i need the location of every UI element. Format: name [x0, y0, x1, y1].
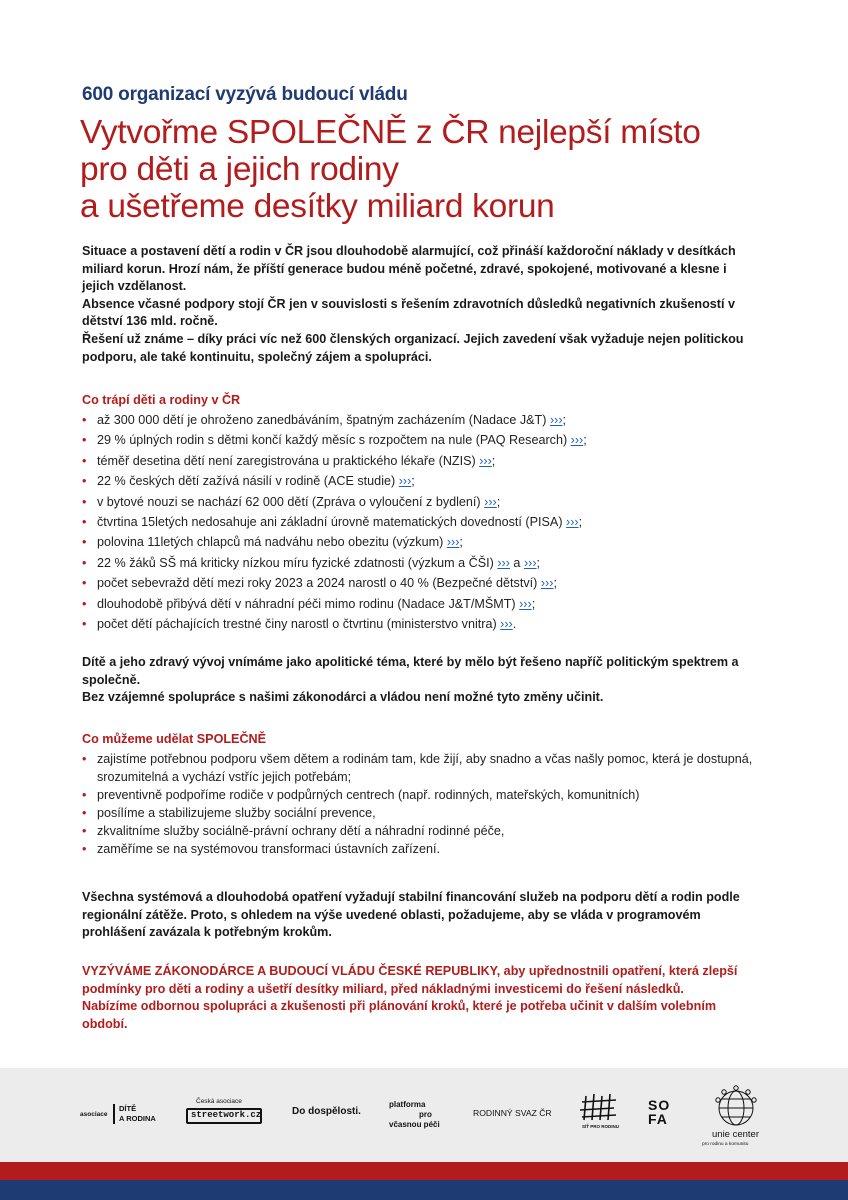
bullet-icon: • — [82, 474, 87, 489]
bullet-icon: • — [82, 494, 87, 509]
logo-do-dospelosti[interactable]: Do dospělosti. — [292, 1106, 361, 1117]
bullet-icon: • — [82, 752, 87, 766]
logo-streetwork-main: streetwork.cz — [191, 1110, 262, 1120]
logo-divider — [113, 1104, 115, 1124]
bullet-icon: • — [82, 805, 87, 820]
source-link[interactable]: ››› — [479, 453, 492, 468]
callout-paragraph: VYZÝVÁME ZÁKONODÁRCE A BUDOUCÍ VLÁDU ČESKÉ REPUBLIKY, aby upřednostnili opatření, která zlepší podmínky pro děti a rodiny a ušetří desítky miliard, před nákladnými investicemi do řešení následků. — [82, 964, 738, 996]
problem-text: polovina 11letých chlapců má nadváhu nebo obezitu (výzkum) — [97, 535, 444, 550]
problem-item — [82, 553, 772, 573]
logo-sit-pro-rodinu[interactable] — [578, 1092, 622, 1134]
problem-text: až 300 000 dětí je ohroženo zanedbáváním, špatným zacházením (Nadace J&T) — [97, 413, 547, 427]
brand-stripe-blue — [0, 1180, 848, 1200]
action-item — [82, 751, 772, 787]
source-link[interactable]: ››› — [446, 535, 460, 550]
action-item — [82, 841, 772, 859]
sit-network-icon — [578, 1092, 622, 1122]
apolitical-paragraph: Dítě a jeho zdravý vývoj vnímáme jako apolitické téma, které by mělo být řešeno napříč politickým spektrem a společně. — [82, 655, 739, 687]
action-text: zajistíme potřebnou podporu všem dětem a rodinám tam, kde žijí, aby snadno a včas našly pomoc, která je dostupná, srozumitelná a vychází vstříc jejich potřebám; — [97, 752, 753, 784]
logo-unie-main: unie center — [712, 1129, 760, 1140]
bullet-icon: • — [82, 555, 87, 570]
callout-paragraph: Nabízíme odbornou spolupráci a zkušenosti při plánování kroků, které je potřeba učinit v dalším volebním období. — [82, 999, 717, 1031]
item-punctuation: ; — [536, 555, 541, 570]
problem-item — [82, 410, 772, 430]
page-title — [80, 114, 780, 225]
source-link[interactable]: ››› — [519, 596, 532, 611]
bullet-icon: • — [82, 453, 87, 468]
title-line-3: a ušetřeme desítky miliard korun — [80, 188, 555, 225]
problem-text: čtvrtina 15letých nedosahuje ani základní úrovně matematických dovedností (PISA) — [97, 514, 563, 529]
problem-text: 22 % žáků SŠ má kriticky nízkou míru fyzické zdatnosti (výzkum a ČŠI) — [97, 555, 494, 570]
source-link[interactable]: ››› — [566, 514, 579, 529]
source-link[interactable]: ››› — [540, 576, 554, 591]
source-link[interactable]: ››› — [549, 413, 563, 427]
problem-item — [82, 573, 772, 593]
bullet-icon: • — [82, 413, 87, 427]
problem-item — [82, 594, 772, 614]
item-punctuation: ; — [583, 433, 587, 448]
action-item — [82, 823, 772, 841]
problem-text: v bytové nouzi se nachází 62 000 dětí (Zpráva o vyloučení z bydlení) — [97, 494, 481, 509]
problem-item — [82, 532, 772, 552]
bullet-icon: • — [82, 576, 87, 591]
kicker-heading: 600 organizací vyzývá budoucí vládu — [82, 84, 408, 105]
bullet-icon: • — [82, 787, 87, 802]
logo-platforma-line2: pro — [419, 1110, 432, 1119]
logo-sofa[interactable] — [648, 1098, 670, 1126]
logo-platforma[interactable] — [389, 1100, 459, 1130]
action-item — [82, 805, 772, 823]
action-text: preventivně podpoříme rodiče v podpůrných centrech (např. rodinných, mateřských, komunitních) — [97, 787, 640, 802]
source-link[interactable]: ››› — [497, 555, 510, 570]
item-punctuation: ; — [496, 494, 501, 509]
logo-sofa-line2: FA — [648, 1111, 668, 1127]
funding-section — [82, 889, 762, 942]
logo-unie-sub: pro rodinu a komunitu — [702, 1142, 749, 1147]
logo-platforma-line1: platforma — [389, 1100, 426, 1109]
bullet-icon: • — [82, 841, 87, 856]
logo-dite-line2: A RODINA — [119, 1114, 156, 1123]
item-punctuation: ; — [459, 535, 463, 550]
problem-item — [82, 471, 772, 491]
logo-dite-prefix: asociace — [80, 1111, 108, 1118]
title-line-1: Vytvořme SPOLEČNĚ z ČR nejlepší místo — [80, 114, 701, 151]
bullet-icon: • — [82, 514, 87, 529]
actions-list — [82, 751, 772, 858]
item-punctuation: ; — [553, 576, 557, 591]
action-text: zkvalitníme služby sociálně-právní ochrany dětí a náhradní rodinné péče, — [97, 823, 505, 838]
action-text: posílíme a stabilizujeme služby sociální prevence, — [97, 805, 376, 820]
problem-text: dlouhodobě přibývá dětí v náhradní péči mimo rodinu (Nadace J&T/MŠMT) — [97, 596, 516, 611]
logo-sofa-line1: SO — [648, 1097, 671, 1113]
intro-section — [82, 243, 762, 366]
bullet-icon: • — [82, 596, 87, 611]
brand-stripe-red — [0, 1162, 848, 1180]
item-punctuation: ; — [578, 514, 583, 529]
logo-platforma-line3: včasnou péči — [389, 1120, 440, 1129]
source-link[interactable]: ››› — [484, 494, 497, 509]
source-link[interactable]: ››› — [523, 555, 537, 570]
item-punctuation: ; — [531, 596, 536, 611]
problem-text: počet dětí páchajících trestné činy narostl o čtvrtinu (ministerstvo vnitra) — [97, 616, 497, 631]
source-link[interactable]: ››› — [570, 433, 584, 448]
problem-item — [82, 512, 772, 532]
title-line-2: pro děti a jejich rodiny — [80, 151, 399, 188]
bullet-icon: • — [82, 616, 87, 631]
logo-streetwork-top: Česká asociace — [196, 1098, 242, 1105]
funding-paragraph: Všechna systémová a dlouhodobá opatření vyžadují stabilní financování služeb na podporu dětí a rodin podle regionální zátěže. Proto, s ohledem na výše uvedené oblasti, požadujeme, aby se vláda v programovém prohlášení zavázala k potřebným krokům. — [82, 890, 740, 940]
item-punctuation: ; — [562, 413, 567, 427]
apolitical-paragraph: Bez vzájemné spolupráce s našimi zákonodárci a vládou není možné tyto změny učinit. — [82, 690, 604, 705]
appeal-callout — [82, 963, 762, 1033]
intro-paragraph: Situace a postavení dětí a rodin v ČR jsou dlouhodobě alarmující, což přináší každoroční náklady v desítkách miliard korun. Hrozí nám, že příští generace budou méně početné, zdravé, spokojené, motivované a klesne i jejich vzdělanost. — [82, 244, 736, 294]
partner-logos-footer — [0, 1068, 848, 1162]
item-punctuation: ; — [411, 474, 415, 489]
action-item — [82, 787, 772, 805]
problem-item — [82, 492, 772, 512]
intro-paragraph: Absence včasné podpory stojí ČR jen v souvislosti s řešením zdravotních důsledků negativních zkušeností v dětství 136 mld. ročně. — [82, 296, 735, 329]
problems-heading: Co trápí děti a rodiny v ČR — [82, 393, 241, 407]
action-text: zaměříme se na systémovou transformaci ústavních zařízení. — [97, 841, 440, 856]
problems-list — [82, 410, 772, 634]
logo-rodinny-svaz[interactable]: RODINNÝ SVAZ ČR — [473, 1108, 552, 1118]
item-punctuation: . — [512, 616, 517, 631]
logo-sit-label: SÍŤ PRO RODINU — [582, 1124, 620, 1129]
apolitical-section — [82, 654, 762, 707]
actions-heading: Co můžeme udělat SPOLEČNĚ — [82, 732, 267, 746]
problem-item — [82, 614, 772, 634]
bullet-icon: • — [82, 433, 87, 448]
conjunction-text: a — [513, 555, 521, 570]
unie-globe-icon — [714, 1084, 758, 1128]
source-link[interactable]: ››› — [500, 616, 513, 631]
problem-text: počet sebevražd dětí mezi roky 2023 a 2024 narostl o 40 % (Bezpečné dětství) — [97, 576, 538, 591]
item-punctuation: ; — [491, 453, 496, 468]
logo-dite-line1: DÍTĚ — [119, 1104, 137, 1113]
problem-item — [82, 430, 772, 450]
bullet-icon: • — [82, 535, 87, 550]
problem-text: 22 % českých dětí zažívá násilí v rodině (ACE studie) — [97, 474, 396, 489]
source-link[interactable]: ››› — [398, 474, 412, 489]
bullet-icon: • — [82, 823, 87, 838]
intro-paragraph: Řešení už známe – díky práci víc než 600 členských organizací. Jejich zavedení však vyžaduje nejen politickou podporu, ale také kontinuitu, společný zájem a spolupráci. — [82, 331, 744, 364]
problem-text: téměř desetina dětí není zaregistrována u praktického lékaře (NZIS) — [97, 453, 476, 468]
problem-item — [82, 451, 772, 471]
logo-unie-center[interactable] — [700, 1084, 780, 1156]
problem-text: 29 % úplných rodin s dětmi končí každý měsíc s rozpočtem na nule (PAQ Research) — [97, 433, 568, 448]
